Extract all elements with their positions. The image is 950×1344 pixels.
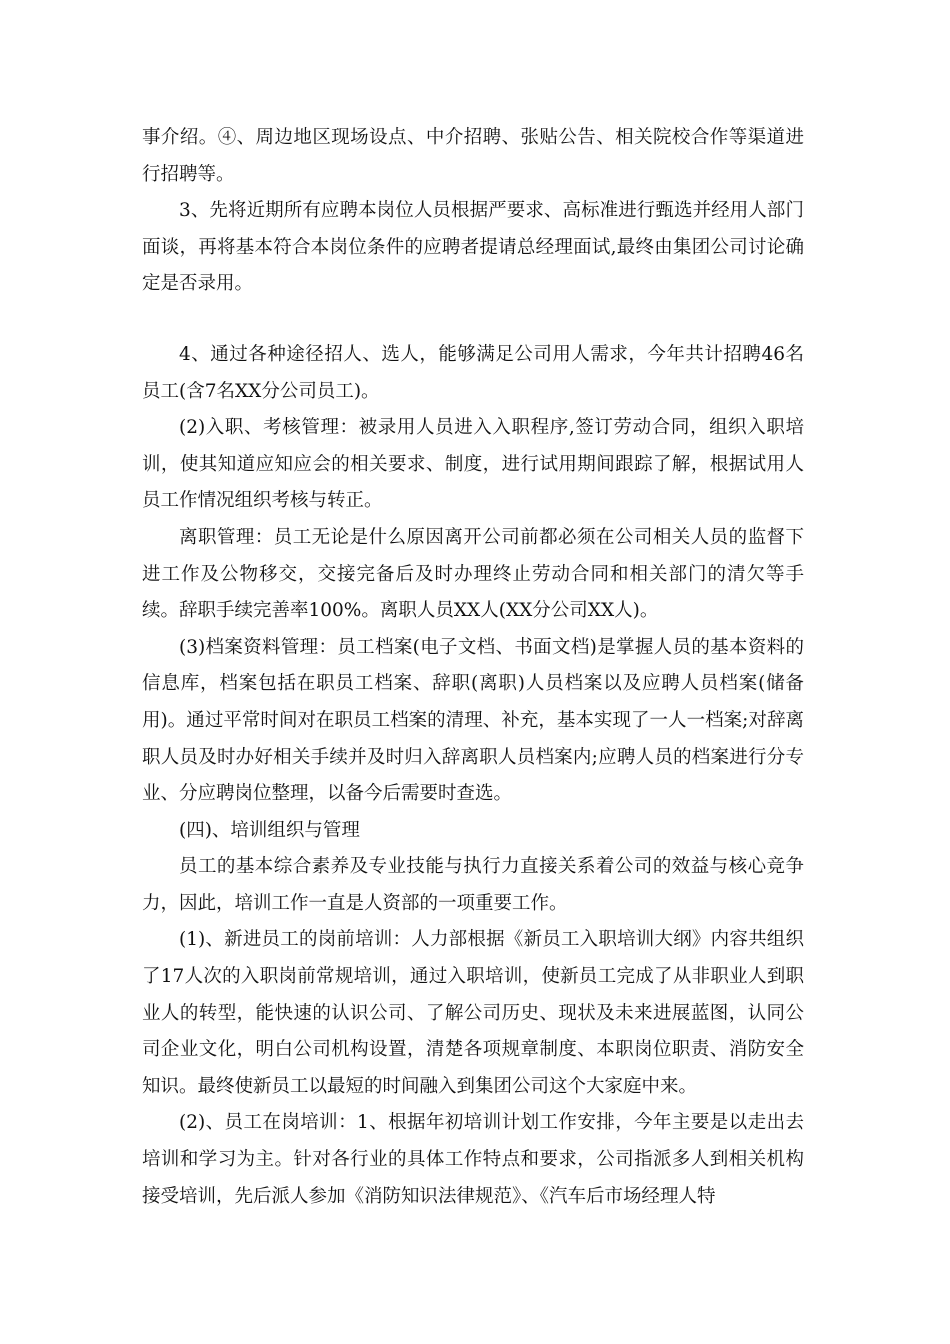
paragraph-records-management: (3)档案资料管理：员工档案(电子文档、书面文档)是掌握人员的基本资料的信息库，档案包括在职员工档案、辞职(离职)人员档案以及应聘人员档案(储备用)。通过平常时间对在职员工档案的清理、补充，基本实现了一人一档案;对辞离职人员及时办好相关手续并及时归入辞离职人员档案内;应聘人员的档案进行分专业、分应聘岗位整理，以备今后需要时查选。 bbox=[142, 636, 804, 805]
paragraph-training-importance: 员工的基本综合素养及专业技能与执行力直接关系着公司的效益与核心竞争力，因此，培训工作一直是人资部的一项重要工作。 bbox=[142, 856, 804, 914]
paragraph-resignation-management: 离职管理：员工无论是什么原因离开公司前都必须在公司相关人员的监督下进工作及公物移交，交接完备后及时办理终止劳动合同和相关部门的清欠等手续。辞职手续完善率100%。离职人员XX人(XX分公司XX人)。 bbox=[142, 526, 804, 622]
document-body bbox=[142, 120, 804, 1215]
paragraph-onboarding-assessment: (2)入职、考核管理：被录用人员进入入职程序,签订劳动合同，组织入职培训，使其知道应知应会的相关要求、制度，进行试用期间跟踪了解，根据试用人员工作情况组织考核与转正。 bbox=[142, 417, 804, 512]
paragraph-recruitment-channels: 事介绍。④、周边地区现场设点、中介招聘、张贴公告、相关院校合作等渠道进行招聘等。 bbox=[142, 127, 804, 185]
paragraph-new-employee-training: (1)、新进员工的岗前培训：人力部根据《新员工入职培训大纲》内容共组织了17人次的入职岗前常规培训，通过入职培训，使新员工完成了从非职业人到职业人的转型，能快速的认识公司、了解公司历史、现状及未来进展蓝图，认同公司企业文化，明白公司机构设置，清楚各项规章制度、本职岗位职责、消防安全知识。最终使新员工以最短的时间融入到集团公司这个大家庭中来。 bbox=[142, 929, 804, 1097]
paragraph-screening-interview: 3、先将近期所有应聘本岗位人员根据严要求、高标准进行甄选并经用人部门面谈，再将基本符合本岗位条件的应聘者提请总经理面试,最终由集团公司讨论确定是否录用。 bbox=[142, 200, 804, 295]
section-heading-training: (四)、培训组织与管理 bbox=[179, 819, 360, 841]
paragraph-on-the-job-training: (2)、员工在岗培训：1、根据年初培训计划工作安排，今年主要是以走出去培训和学习为主。针对各行业的具体工作特点和要求，公司指派多人到相关机构接受培训，先后派人参加《消防知识法律规范》、《汽车后市场经理人特 bbox=[142, 1112, 804, 1207]
paragraph-hiring-count: 4、通过各种途径招人、选人，能够满足公司用人需求，今年共计招聘46名员工(含7名XX分公司员工)。 bbox=[142, 343, 804, 402]
paragraph-gap bbox=[142, 303, 804, 337]
